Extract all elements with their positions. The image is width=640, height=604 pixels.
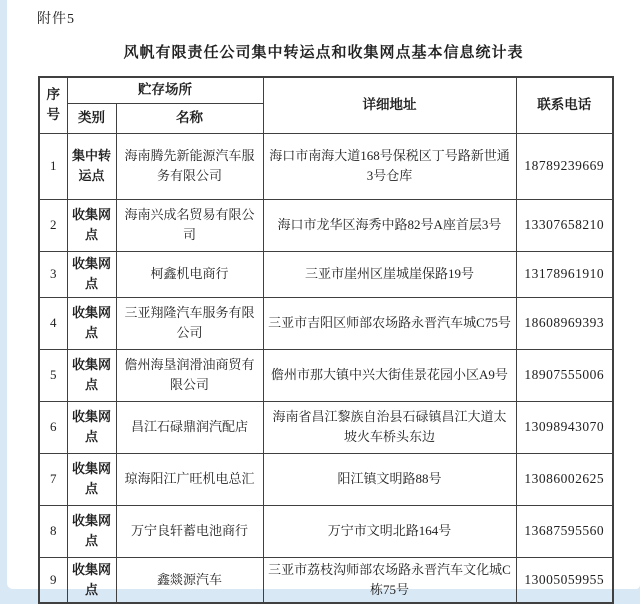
table-body — [39, 133, 613, 603]
cell-name: 万宁良轩蓄电池商行 — [116, 505, 263, 557]
cell-name: 三亚翔隆汽车服务有限公司 — [116, 297, 263, 349]
cell-address: 儋州市那大镇中兴大街佳景花园小区A9号 — [263, 349, 516, 401]
cell-category: 收集网点 — [67, 349, 116, 401]
cell-phone: 13098943070 — [516, 401, 613, 453]
cell-category: 收集网点 — [67, 401, 116, 453]
cell-phone: 13086002625 — [516, 453, 613, 505]
table-row — [39, 297, 613, 349]
cell-phone: 18789239669 — [516, 133, 613, 199]
cell-index: 9 — [39, 557, 67, 603]
attachment-label: 附件5 — [7, 0, 640, 28]
cell-index: 8 — [39, 505, 67, 557]
cell-index: 6 — [39, 401, 67, 453]
cell-category: 收集网点 — [67, 297, 116, 349]
cell-address: 三亚市吉阳区师部农场路永晋汽车城C75号 — [263, 297, 516, 349]
header-address: 详细地址 — [263, 77, 516, 133]
cell-category: 收集网点 — [67, 557, 116, 603]
header-name: 名称 — [116, 103, 263, 133]
cell-index: 7 — [39, 453, 67, 505]
cell-name: 儋州海垦润滑油商贸有限公司 — [116, 349, 263, 401]
table-row — [39, 401, 613, 453]
cell-index: 4 — [39, 297, 67, 349]
cell-address: 三亚市崖州区崖城崖保路19号 — [263, 251, 516, 297]
table-row — [39, 505, 613, 557]
cell-name: 鑫燚源汽车 — [116, 557, 263, 603]
page-title: 风帆有限责任公司集中转运点和收集网点基本信息统计表 — [7, 41, 640, 62]
cell-index: 2 — [39, 199, 67, 251]
cell-address: 三亚市荔枝沟师部农场路永晋汽车文化城C栋75号 — [263, 557, 516, 603]
cell-address: 海口市南海大道168号保税区丁号路新世通3号仓库 — [263, 133, 516, 199]
cell-phone: 13178961910 — [516, 251, 613, 297]
cell-index: 3 — [39, 251, 67, 297]
cell-address: 万宁市文明北路164号 — [263, 505, 516, 557]
cell-name: 昌江石碌鼎润汽配店 — [116, 401, 263, 453]
cell-category: 收集网点 — [67, 251, 116, 297]
cell-address: 海口市龙华区海秀中路82号A座首层3号 — [263, 199, 516, 251]
document-page — [7, 0, 640, 589]
cell-name: 海南兴成名贸易有限公司 — [116, 199, 263, 251]
info-table — [38, 76, 614, 604]
cell-address: 海南省昌江黎族自治县石碌镇昌江大道太坡火车桥头东边 — [263, 401, 516, 453]
table-row — [39, 453, 613, 505]
table-row — [39, 133, 613, 199]
cell-phone: 13005059955 — [516, 557, 613, 603]
cell-phone: 18608969393 — [516, 297, 613, 349]
cell-index: 5 — [39, 349, 67, 401]
cell-category: 收集网点 — [67, 505, 116, 557]
cell-category: 收集网点 — [67, 199, 116, 251]
cell-phone: 18907555006 — [516, 349, 613, 401]
cell-index: 1 — [39, 133, 67, 199]
cell-name: 柯鑫机电商行 — [116, 251, 263, 297]
header-phone: 联系电话 — [516, 77, 613, 133]
header-category: 类别 — [67, 103, 116, 133]
cell-phone: 13307658210 — [516, 199, 613, 251]
table-row — [39, 557, 613, 603]
cell-phone: 13687595560 — [516, 505, 613, 557]
table-row — [39, 199, 613, 251]
header-index: 序号 — [39, 77, 67, 133]
table-row — [39, 349, 613, 401]
table-header — [39, 77, 613, 133]
cell-name: 琼海阳江广旺机电总汇 — [116, 453, 263, 505]
cell-address: 阳江镇文明路88号 — [263, 453, 516, 505]
header-storage-group: 贮存场所 — [67, 77, 263, 103]
table-row — [39, 251, 613, 297]
cell-category: 收集网点 — [67, 453, 116, 505]
cell-name: 海南腾先新能源汽车服务有限公司 — [116, 133, 263, 199]
cell-category: 集中转运点 — [67, 133, 116, 199]
